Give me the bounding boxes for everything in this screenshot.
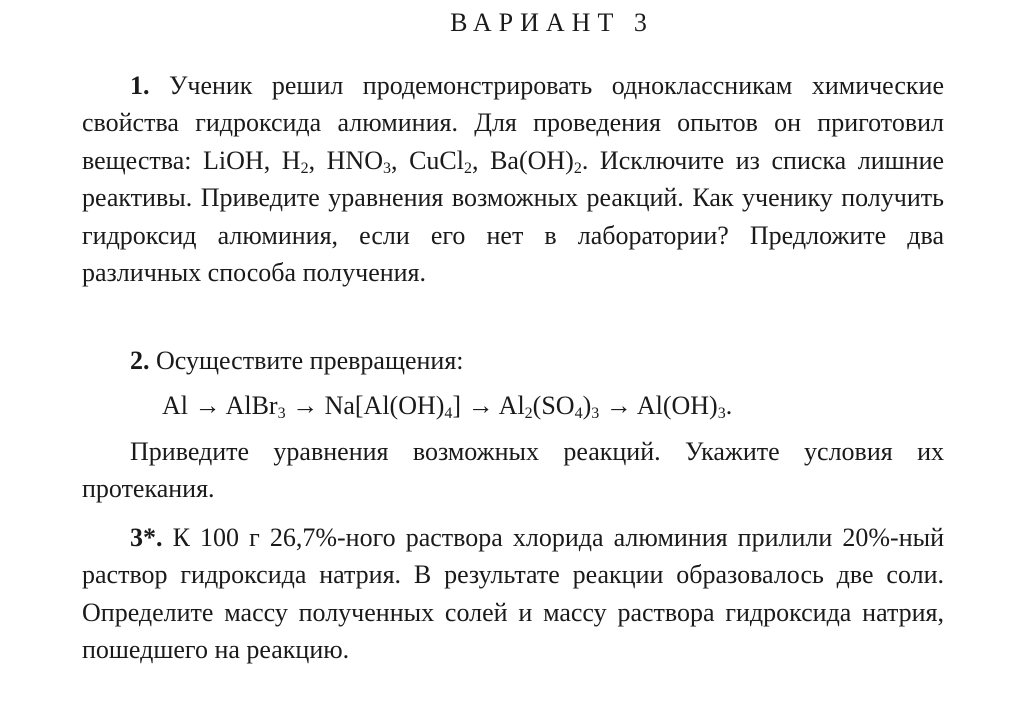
task-2-intro-text: Осуществите превращения: xyxy=(156,346,464,375)
reagent-cucl2 xyxy=(409,146,472,175)
reagent-separator: , xyxy=(391,145,410,175)
chain-aloh3-base: Al(OH) xyxy=(636,391,718,420)
chain-al2so43-b: (SO xyxy=(532,391,575,420)
reagent-lioh: LiOH xyxy=(203,145,264,175)
task-1-number: 1. xyxy=(130,71,150,100)
reagent-separator: , xyxy=(263,145,282,175)
chain-albr3-base: AlBr xyxy=(225,391,278,420)
chain-aloh3 xyxy=(637,391,726,420)
chain-al2so43 xyxy=(499,391,600,420)
reagent-hno3 xyxy=(327,146,391,175)
chain-na-al-oh4-base: Na[Al(OH) xyxy=(324,391,445,420)
chain-al2so43-sub1: 2 xyxy=(524,405,533,422)
reagent-separator: , xyxy=(472,145,491,175)
task-3-text: К 100 г 26,7%-ного раствора хлорида алюминия прилили 20%-ный раствор гидроксида натрия. В результате реакции образовалось две соли. Определите массу полученных солей и массу раствора гидроксида натрия, пошедшего на реакцию. xyxy=(82,523,944,665)
task-3 xyxy=(82,519,944,669)
chain-na-al-oh4-sub: 4 xyxy=(444,405,453,422)
reagent-baoh2 xyxy=(490,146,582,175)
reagent-cucl2-base: CuCl xyxy=(409,145,464,175)
task-1 xyxy=(82,67,944,291)
arrow-icon: → xyxy=(194,391,221,420)
reagent-hno3-sub: 3 xyxy=(383,159,391,177)
transformation-chain xyxy=(162,387,732,424)
task-1-text-before: Ученик решил продемонстрировать одноклассникам химические свойства гидроксида алюминия. Для проведения опытов он приготовил вещества: xyxy=(82,71,944,175)
chain-al2so43-sub2: 4 xyxy=(574,405,583,422)
chain-albr3 xyxy=(226,391,286,420)
reagent-h2-sub: 2 xyxy=(300,159,309,177)
chain-albr3-sub: 3 xyxy=(277,405,286,422)
reagent-separator: , xyxy=(308,145,327,175)
reagent-h2 xyxy=(282,146,309,175)
reagent-cucl2-sub: 2 xyxy=(464,159,472,177)
reagent-baoh2-sub: 2 xyxy=(573,159,582,177)
chain-na-al-oh4-end: ] xyxy=(452,391,462,420)
chain-aloh3-sub: 3 xyxy=(717,405,726,422)
chain-na-al-oh4 xyxy=(325,391,462,420)
task-2-followup: Приведите уравнения возможных реакций. Укажите условия их протекания. xyxy=(82,437,944,504)
chain-al2so43-a: Al xyxy=(498,391,525,420)
variant-title: ВАРИАНТ 3 xyxy=(450,8,654,37)
chain-al: Al xyxy=(162,391,188,420)
reagent-baoh2-base: Ba(OH) xyxy=(490,145,574,175)
task-1-text-after: . Исключите из списка лишние реактивы. Приведите уравнения возможных реакций. Как ученику получить гидроксид алюминия, если его нет в лаборатории? Предложите два различных способа получения. xyxy=(82,145,945,288)
task-2-number: 2. xyxy=(130,346,150,375)
task-3-number: 3*. xyxy=(130,523,163,552)
chain-al2so43-sub3: 3 xyxy=(591,405,600,422)
arrow-icon: → xyxy=(292,391,319,420)
reagent-h2-base: H xyxy=(281,145,301,175)
chain-al2so43-c: ) xyxy=(582,391,592,420)
arrow-icon: → xyxy=(605,391,632,420)
task-2-intro xyxy=(82,342,944,379)
chain-end: . xyxy=(725,391,733,420)
arrow-icon: → xyxy=(467,391,494,420)
reagent-hno3-base: HNO xyxy=(326,145,383,175)
